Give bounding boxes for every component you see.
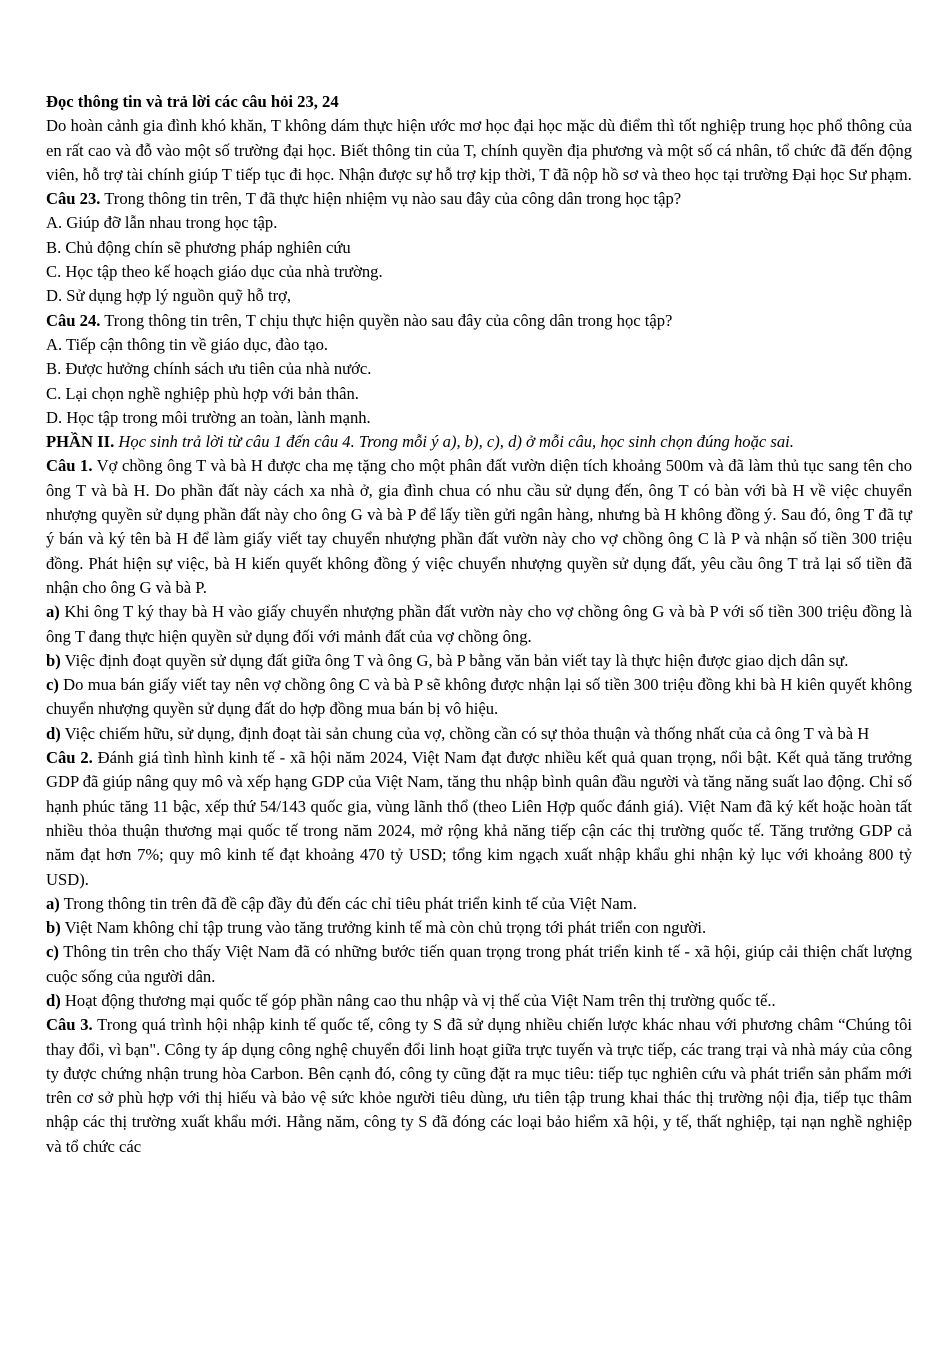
item-label: c)	[46, 675, 59, 695]
question-label: Câu 23.	[46, 189, 101, 209]
question-text: Đánh giá tình hình kinh tế - xã hội năm 2024, Việt Nam đạt được nhiều kết quả quan trọng, nổi bật. Kết quả tăng trưởng GDP đã giúp nâng quy mô và xếp hạng GDP của Việt Nam, tăng thu nhập bình quân đầu người và tăng năng suất lao động. Chỉ số hạnh phúc tăng 11 bậc, xếp thứ 54/143 quốc gia, vùng lãnh thổ (theo Liên Hợp quốc đánh giá). Việt Nam đã ký kết hoặc hoàn tất nhiều thỏa thuận thương mại quốc tế trong năm 2024, mở rộng khả năng tiếp cận các thị trường quốc tế. Tăng trưởng GDP cả năm đạt hơn 7%; quy mô kinh tế đạt khoảng 470 tỷ USD; tổng kim ngạch xuất nhập khẩu ghi nhận kỷ lục với khoảng 800 tỷ USD).	[46, 748, 913, 889]
question-label: Câu 3.	[46, 1015, 93, 1035]
item-label: a)	[46, 893, 60, 913]
cau-1	[46, 454, 912, 600]
cau-3	[46, 1013, 912, 1159]
cau-1-item-b	[46, 649, 912, 673]
item-label: b)	[46, 918, 61, 938]
question-text: Trong thông tin trên, T đã thực hiện nhiệm vụ nào sau đây của công dân trong học tập?	[100, 189, 682, 209]
question-text: Trong quá trình hội nhập kinh tế quốc tế, công ty S đã sử dụng nhiều chiến lược khác nhau với phương châm “Chúng tôi thay đổi, vì bạn". Công ty áp dụng công nghệ chuyển đổi linh hoạt giữa trực tuyến và trực tiếp, các trang trại và nhà máy của công ty được chứng nhận trung hòa Carbon. Bên cạnh đó, công ty cũng đặt ra mục tiêu: tiếp tục nghiên cứu và phát triển sản phẩm mới trên cơ sở phù hợp với thị hiếu và bảo vệ sức khỏe người tiêu dùng, ưu tiên tập trung khai thác thị trường nội địa, tiếp tục thâm nhập các thị trường xuất khẩu mới. Hằng năm, công ty S đã đóng các loại bảo hiểm xã hội, y tế, thất nghiệp, tại nạn nghề nghiệp và tổ chức các	[46, 1015, 912, 1156]
part-2-heading	[46, 430, 912, 454]
item-text: Việc chiếm hữu, sử dụng, định đoạt tài sản chung của vợ, chồng cần có sự thỏa thuận và thống nhất của cả ông T và bà H	[60, 723, 870, 743]
cau-2-item-a	[46, 892, 912, 916]
item-text: Hoạt động thương mại quốc tế góp phần nâng cao thu nhập và vị thế của Việt Nam trên thị trường quốc tế..	[60, 990, 776, 1010]
item-text: Khi ông T ký thay bà H vào giấy chuyển nhượng phần đất vườn này cho vợ chồng ông G và bà P với số tiền 300 triệu đồng là ông T đang thực hiện quyền sử dụng đối với mảnh đất của vợ chồng ông.	[46, 602, 912, 646]
item-text: Do mua bán giấy viết tay nên vợ chồng ông C và bà P sẽ không được nhận lại số tiền 300 triệu đồng khi bà H kiên quyết không chuyển nhượng quyền sử dụng đất do hợp đồng mua bán bị vô hiệu.	[46, 675, 912, 719]
question-text: Vợ chồng ông T và bà H được cha mẹ tặng cho một phân đất vườn diện tích khoảng 500m và đã làm thủ tục sang tên cho ông T và bà H. Do phần đất này cách xa nhà ở, gia đình chua có nhu cầu sử dụng đến, ông T có bàn với bà H về việc chuyển nhượng quyền sử dụng phần đất này cho ông G và bà P để lấy tiền gửi ngân hàng, nhưng bà H không đồng ý. Sau đó, ông T đã tự ý bán và ký tên bà H để làm giấy viết tay chuyển nhượng phần đất vườn này cho vợ chồng ông C là P và nhận số tiền 300 triệu đồng. Phát hiện sự việc, bà H kiến quyết không đồng ý việc chuyển nhượng quyền sử dụng đất, yêu cầu ông T trả lại số tiền đã nhận cho ông G và bà P.	[46, 456, 912, 597]
intro-passage: Do hoàn cảnh gia đình khó khăn, T không dám thực hiện ước mơ học đại học mặc dù điểm thì tốt nghiệp trung học phổ thông của en rất cao và đỗ vào một số trường đại học. Biết thông tin của T, chính quyền địa phương và một số cá nhân, tổ chức đã đến động viên, hỗ trợ tài chính giúp T tiếp tục đi học. Nhận được sự hỗ trợ kịp thời, T đã nộp hồ sơ và theo học tại trường Đại học Sư phạm.	[46, 116, 912, 184]
question-text: Trong thông tin trên, T chịu thực hiện quyền nào sau đây của công dân trong học tập?	[100, 310, 673, 330]
item-label: b)	[46, 650, 61, 670]
cau-1-item-c	[46, 673, 912, 722]
item-label: c)	[46, 942, 59, 962]
item-label: d)	[46, 990, 61, 1010]
item-text: Thông tin trên cho thấy Việt Nam đã có những bước tiến quan trọng trong phát triển kinh tế - xã hội, giúp cải thiện chất lượng cuộc sống của người dân.	[46, 942, 912, 986]
question-label: Câu 1.	[46, 456, 93, 476]
part-label: PHẦN II.	[46, 432, 115, 452]
item-text: Việt Nam không chỉ tập trung vào tăng trưởng kinh tế mà còn chủ trọng tới phát triển con người.	[60, 918, 707, 938]
section-heading: Đọc thông tin và trả lời các câu hỏi 23, 24	[46, 92, 339, 111]
option-24-a: A. Tiếp cận thông tin về giáo dục, đào tạo.	[46, 334, 329, 354]
cau-2	[46, 746, 912, 892]
item-text: Việc định đoạt quyền sử dụng đất giữa ông T và ông G, bà P bằng văn bản viết tay là thực hiện được giao dịch dân sự.	[60, 650, 849, 670]
question-24	[46, 309, 912, 333]
option-23-a: A. Giúp đỡ lẫn nhau trong học tập.	[46, 213, 278, 233]
option-23-d: D. Sử dụng hợp lý nguồn quỹ hỗ trợ,	[46, 286, 292, 306]
question-23	[46, 187, 912, 211]
item-label: a)	[46, 602, 60, 622]
item-label: d)	[46, 723, 61, 743]
part-instruction: Học sinh trả lời từ câu 1 đến câu 4. Trong mỗi ý a), b), c), d) ở mỗi câu, học sinh chọn đúng hoặc sai.	[114, 432, 794, 452]
option-23-c: C. Học tập theo kế hoạch giáo dục của nhà trường.	[46, 262, 383, 282]
option-23-b: B. Chủ động chín sẽ phương pháp nghiên cứu	[46, 237, 351, 257]
cau-2-item-c	[46, 940, 912, 989]
option-24-c: C. Lại chọn nghề nghiệp phù hợp với bản thân.	[46, 383, 359, 403]
option-24-b: B. Được hưởng chính sách ưu tiên của nhà nước.	[46, 359, 372, 379]
question-label: Câu 2.	[46, 748, 93, 768]
cau-2-item-d	[46, 989, 912, 1013]
cau-1-item-d	[46, 722, 912, 746]
cau-1-item-a	[46, 600, 912, 649]
item-text: Trong thông tin trên đã đề cập đầy đủ đến các chỉ tiêu phát triển kinh tế của Việt Nam.	[59, 893, 637, 913]
cau-2-item-b	[46, 916, 912, 940]
question-label: Câu 24.	[46, 310, 101, 330]
document-page	[46, 90, 912, 1159]
option-24-d: D. Học tập trong môi trường an toàn, lành mạnh.	[46, 407, 371, 427]
